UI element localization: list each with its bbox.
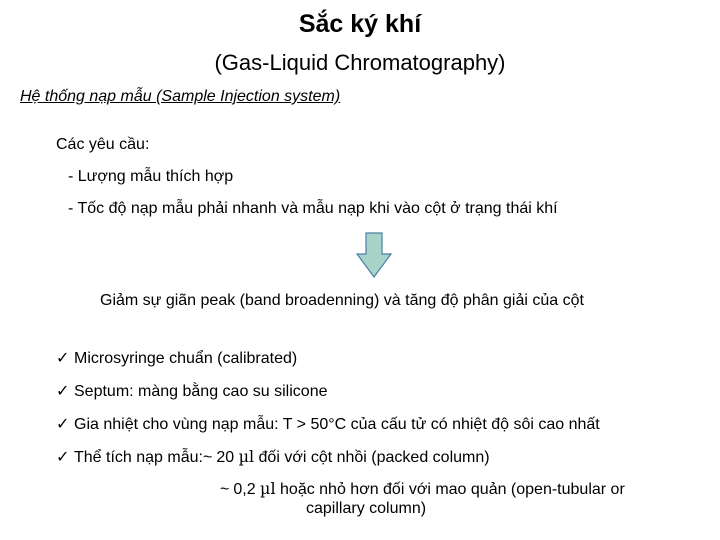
checklist-item [56, 381, 327, 401]
volume-alternative [220, 479, 625, 499]
volume-unit: µl [238, 447, 255, 466]
volume-alternative-continuation: capillary column) [306, 500, 427, 517]
volume-alt-unit: µl [260, 479, 276, 498]
check-icon: ✓ [56, 447, 70, 466]
checklist-item [56, 348, 297, 368]
tilde-symbol: ~ [202, 449, 213, 466]
checklist-item-text: Septum: màng bằng cao su silicone [74, 383, 328, 400]
check-icon: ✓ [56, 414, 70, 433]
checklist-item [56, 414, 600, 434]
slide-title: Sắc ký khí [298, 10, 422, 38]
requirements-label: Các yêu cầu: [56, 136, 150, 153]
checklist-item-text: Gia nhiệt cho vùng nạp mẫu: T > 50°C của cấu tử có nhiệt độ sôi cao nhất [74, 416, 600, 433]
volume-alt-amount: 0,2 [233, 481, 256, 498]
requirement-item: - Tốc độ nạp mẫu phải nhanh và mẫu nạp khi vào cột ở trạng thái khí [68, 200, 558, 217]
slide-subtitle: (Gas-Liquid Chromatography) [214, 50, 506, 75]
section-heading: Hệ thống nạp mẫu (Sample Injection system) [20, 88, 341, 105]
volume-rest: đối với cột nhồi (packed column) [258, 449, 490, 466]
checklist-item-text: Microsyringe chuẩn (calibrated) [74, 350, 298, 367]
tilde-symbol: ~ [220, 481, 230, 498]
volume-amount: 20 [216, 449, 235, 466]
checklist-item-volume [56, 447, 490, 467]
result-statement: Giảm sự giãn peak (band broadenning) và tăng độ phân giải của cột [100, 292, 584, 309]
down-arrow-icon [356, 232, 392, 278]
check-icon: ✓ [56, 348, 70, 367]
check-icon: ✓ [56, 381, 70, 400]
volume-lead: Thể tích nạp mẫu: [74, 449, 203, 466]
requirement-item: - Lượng mẫu thích hợp [68, 168, 234, 185]
volume-alt-rest: hoặc nhỏ hơn đối với mao quản (open-tubular or [280, 481, 625, 498]
